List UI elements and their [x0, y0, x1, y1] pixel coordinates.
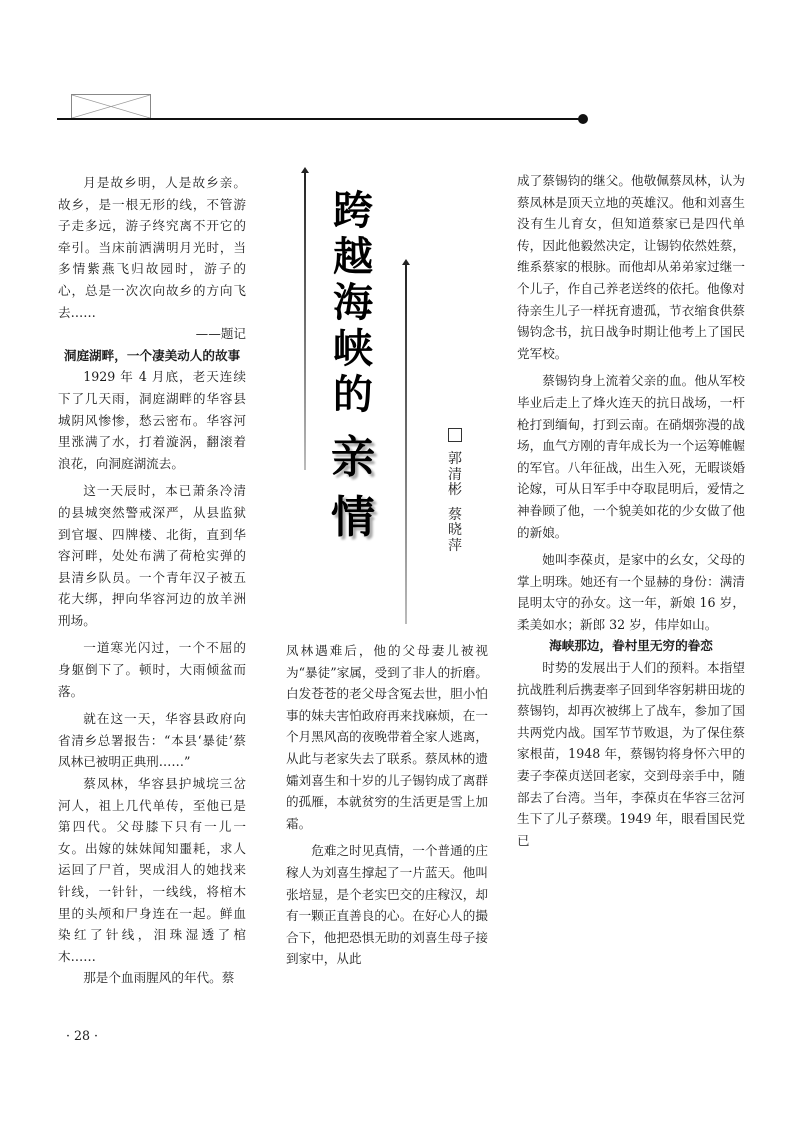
title-char: 的: [333, 372, 373, 418]
byline: [446, 428, 464, 554]
epigraph: 月是故乡明，人是故乡亲。故乡，是一根无形的线，不管游子走多远，游子终究离不开它的牵引。当床前洒满明月光时，当多情紫燕飞归故园时，游子的心，总是一次次向故乡的方向飞去……: [58, 175, 246, 320]
paragraph: 就在这一天，华容县政府向省清乡总署报告：“本县‘暴徒’蔡凤林已被明正典刑……”: [58, 711, 246, 770]
article-title: [330, 188, 376, 548]
author-char: 清: [448, 466, 462, 483]
right-column: [517, 170, 745, 851]
paragraph: 一道寒光闪过，一个不屈的身躯倒下了。顿时，大雨倾盆而落。: [58, 640, 246, 699]
section-heading: 洞庭湖畔，一个凄美动人的故事: [63, 347, 241, 363]
paragraph: 这一天辰时，本已萧条冷清的县城突然警戒深严，从县监狱到官堰、四牌楼、北街，直到华容河畔，处处布满了荷枪实弹的县清乡队员。一个青年汉子被五花大绑，押向华容河边的放羊洲刑场。: [58, 483, 246, 628]
author-char: 蔡: [448, 506, 462, 523]
byline-box-icon: [448, 428, 462, 442]
title-char: 情: [331, 492, 375, 543]
author-char: 萍: [448, 537, 462, 554]
title-char: 峡: [333, 326, 373, 372]
paragraph: 凤林遇难后，他的父母妻儿被视为“暴徒”家属，受到了非人的折磨。白发苍苍的老父母含冤去世，胆小怕事的妹夫害怕政府再来找麻烦，在一个月黑风高的夜晚带着全家人逃离，从此与老家失去了联系。蔡凤林的遗孀刘喜生和十岁的儿子锡钧成了离群的孤雁，本就贫穷的生活更是雪上加霜。: [286, 643, 488, 831]
title-arrow-line: [405, 264, 407, 624]
author-char: 彬: [448, 482, 462, 498]
paragraph: 危难之时见真情，一个普通的庄稼人为刘喜生撑起了一片蓝天。他叫张培显，是个老实巴交的庄稼汉，却有一颗正直善良的心。在好心人的撮合下，他把恐惧无助的刘喜生母子接到家中，从此: [286, 843, 488, 967]
header-rule-dot: [578, 114, 588, 124]
epigraph-signoff: ——题记: [195, 326, 246, 342]
author-char: 晓: [448, 522, 462, 538]
paragraph: 1929 年 4 月底，老天连续下了几天雨，洞庭湖畔的华容县城阴风惨惨，愁云密布。华容河里涨满了水，打着漩涡，翻滚着浪花，向洞庭湖流去。: [58, 369, 246, 471]
header-rule: [57, 118, 584, 120]
title-char: 越: [333, 234, 373, 280]
paragraph: 那是个血雨腥风的年代。蔡: [83, 970, 235, 986]
author-char: 郭: [448, 451, 462, 467]
paragraph: 蔡锡钧身上流着父亲的血。他从军校毕业后走上了烽火连天的抗日战场，一杆枪打到缅甸，打到云南。在硝烟弥漫的战场，血气方刚的青年成长为一个运筹帷幄的军官。八年征战，出生入死，无暇谈婚论嫁，可从日军手中夺取昆明后，爱情之神眷顾了他，一个貌美如花的少女做了他的新娘。: [517, 373, 745, 540]
section-heading: 海峡那边，眷村里无穷的眷恋: [549, 638, 713, 654]
title-char: 亲: [331, 432, 375, 483]
paragraph: 蔡凤林，华容县护城垸三岔河人，祖上几代单传，至他已是第四代。父母膝下只有一儿一女。出嫁的妹妹闻知噩耗，求人运回了尸首，哭成泪人的她找来针线，一针针，一线线，将棺木里的头颅和尸身连在一起。鲜血染红了针线，泪珠湿透了棺木……: [58, 776, 246, 964]
title-char: 海: [333, 280, 373, 326]
middle-column: [286, 640, 488, 970]
logo-placeholder-icon: [72, 95, 150, 118]
paragraph: 成了蔡锡钧的继父。他敬佩蔡凤林，认为蔡凤林是顶天立地的英雄汉。他和刘喜生没有生儿育女，但知道蔡家已是四代单传，因此他毅然决定，让锡钧依然姓蔡，维系蔡家的根脉。而他却从弟弟家过继一个儿子，作自己养老送终的依托。他像对待亲生儿子一样抚育遗孤，节衣缩食供蔡锡钧念书，抗日战争时期让他考上了国民党军校。: [517, 173, 745, 361]
left-column: [58, 172, 246, 989]
page-number: · 28 ·: [66, 1028, 99, 1043]
paragraph: 时势的发展出于人们的预料。本指望抗战胜利后携妻率子回到华容躬耕田垅的蔡锡钧，却再次被绑上了战车，参加了国共两党内战。国军节节败退，为了保住蔡家根苗，1948 年，蔡锡钧将身怀六甲的妻子李葆贞送回老家，交到母亲手中，随部去了台湾。当年，李葆贞在华容三岔河生下了儿子蔡璞。1949 年，眼看国民党已: [517, 660, 745, 848]
title-char: 跨: [333, 188, 373, 234]
magazine-logo: [71, 94, 151, 119]
paragraph: 她叫李葆贞，是家中的幺女，父母的掌上明珠。她还有一个显赫的身份：满清昆明太守的孙女。这一年，新娘 16 岁，柔美如水；新郎 32 岁，伟岸如山。: [517, 552, 745, 632]
title-arrow-line: [304, 172, 306, 470]
